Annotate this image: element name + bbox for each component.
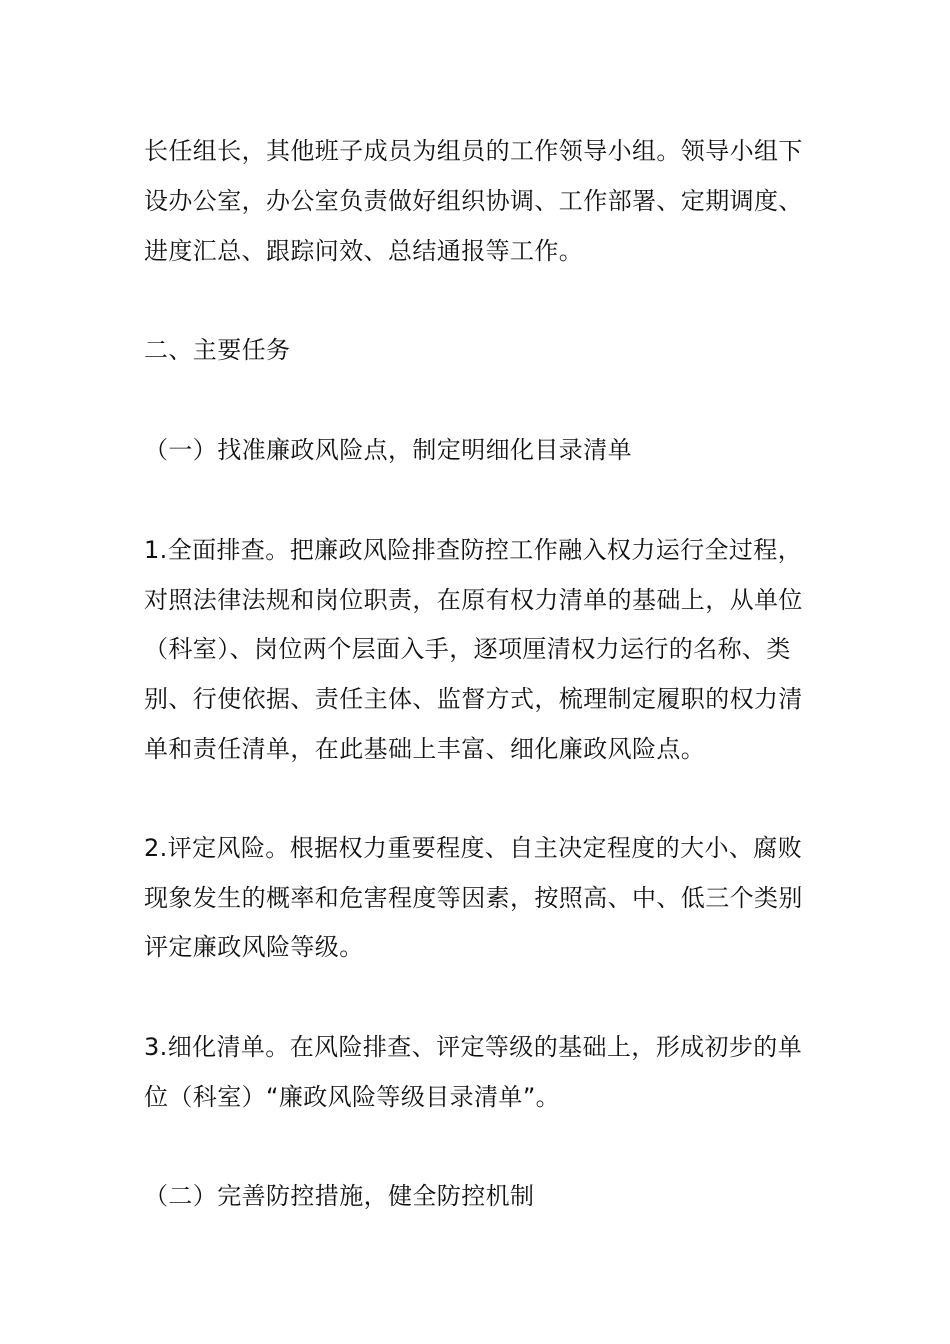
text-line: 3.细化清单。在风险排查、评定等级的基础上，形成初步的单 [144,1033,803,1061]
text-line: 别、行使依据、责任主体、监督方式，梳理制定履职的权力清 [144,685,803,713]
text-line: 单和责任清单，在此基础上丰富、细化廉政风险点。 [144,735,706,763]
heading-text: （二）完善防控措施，健全防控机制 [144,1182,535,1210]
text-line: 设办公室，办公室负责做好组织协调、工作部署、定期调度、 [144,187,803,215]
text-line: 评定廉政风险等级。 [144,933,364,961]
text-line: 长任组长，其他班子成员为组员的工作领导小组。领导小组下 [144,137,803,165]
text-line: 进度汇总、跟踪问效、总结通报等工作。 [144,237,584,265]
text-line: （科室）、岗位两个层面入手，逐项厘清权力运行的名称、类 [144,635,791,663]
heading-text: （一）找准廉政风险点，制定明细化目录清单 [144,436,632,464]
text-line: 对照法律法规和岗位职责，在原有权力清单的基础上，从单位 [144,586,803,614]
text-line: 2.评定风险。根据权力重要程度、自主决定程度的大小、腐败 [144,834,803,862]
text-line: 位（科室）“廉政风险等级目录清单”。 [144,1083,561,1111]
text-line: 1.全面排查。把廉政风险排查防控工作融入权力运行全过程， [144,536,803,564]
text-line: 现象发生的概率和危害程度等因素，按照高、中、低三个类别 [144,884,803,912]
heading-text: 二、主要任务 [144,336,291,364]
